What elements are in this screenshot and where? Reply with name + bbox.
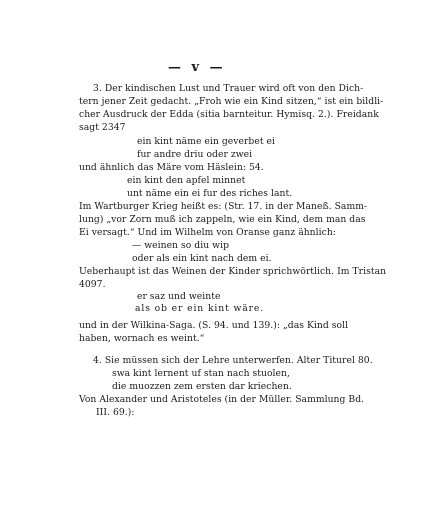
verse-line-6: oder als ein kint nach dem ei. (132, 253, 272, 264)
text-line-8: Ei versagt.“ Und im Wilhelm von Oranse ganz ähnlich: (79, 227, 336, 238)
verse-line-5: — weinen so diu wip (132, 240, 229, 251)
text-line-3: cher Ausdruck der Edda (sitia barnteitur. Hymisq. 2.). Freidank (79, 109, 379, 120)
text-line-11: und in der Wilkina-Saga. (S. 94. und 139.): „das Kind soll (79, 320, 349, 331)
verse-line-10: die muozzen zem ersten dar kriechen. (112, 381, 292, 392)
text-line-6: Im Wartburger Krieg heißt es: (Str. 17. in der Maneß. Samm- (79, 201, 368, 212)
verse-line-8: als ob er ein kint wäre. (135, 303, 265, 314)
text-line-14: Von Alexander und Aristoteles (in der Müller. Sammlung Bd. (79, 394, 365, 405)
text-line-13: 4. Sie müssen sich der Lehre unterwerfen. Alter Titurel 80. (93, 355, 373, 366)
page-number-header: — v — (168, 60, 226, 75)
text-line-2: tern jener Zeit gedacht. „Froh wie ein Kind sitzen,“ ist ein bildli- (79, 96, 384, 107)
text-line-12: haben, wornach es weint.“ (79, 333, 205, 344)
verse-line-7: er saz und weinte (137, 291, 221, 302)
text-line-4: sagt 2347 (79, 122, 126, 133)
text-line-9: Ueberhaupt ist das Weinen der Kinder sprichwörtlich. Im Tristan (79, 266, 387, 277)
text-line-15: III. 69.): (96, 407, 135, 418)
text-line-5: und ähnlich das Märe vom Häslein: 54. (79, 162, 264, 173)
text-line-7: lung) „vor Zorn muß ich zappeln, wie ein Kind, dem man das (79, 214, 366, 225)
text-line-1: 3. Der kindischen Lust und Trauer wird oft von den Dich- (93, 83, 364, 94)
verse-line-9: swa kint lernent uf stan nach stuolen, (112, 368, 290, 379)
text-line-10: 4097. (79, 279, 106, 290)
verse-line-1: ein kint näme ein geverbet ei (137, 136, 276, 147)
verse-line-2: fur andre driu oder zwei (137, 149, 253, 160)
verse-line-3: ein kint den apfel minnet (127, 175, 246, 186)
verse-line-4: unt näme ein ei fur des riches lant. (127, 188, 293, 199)
